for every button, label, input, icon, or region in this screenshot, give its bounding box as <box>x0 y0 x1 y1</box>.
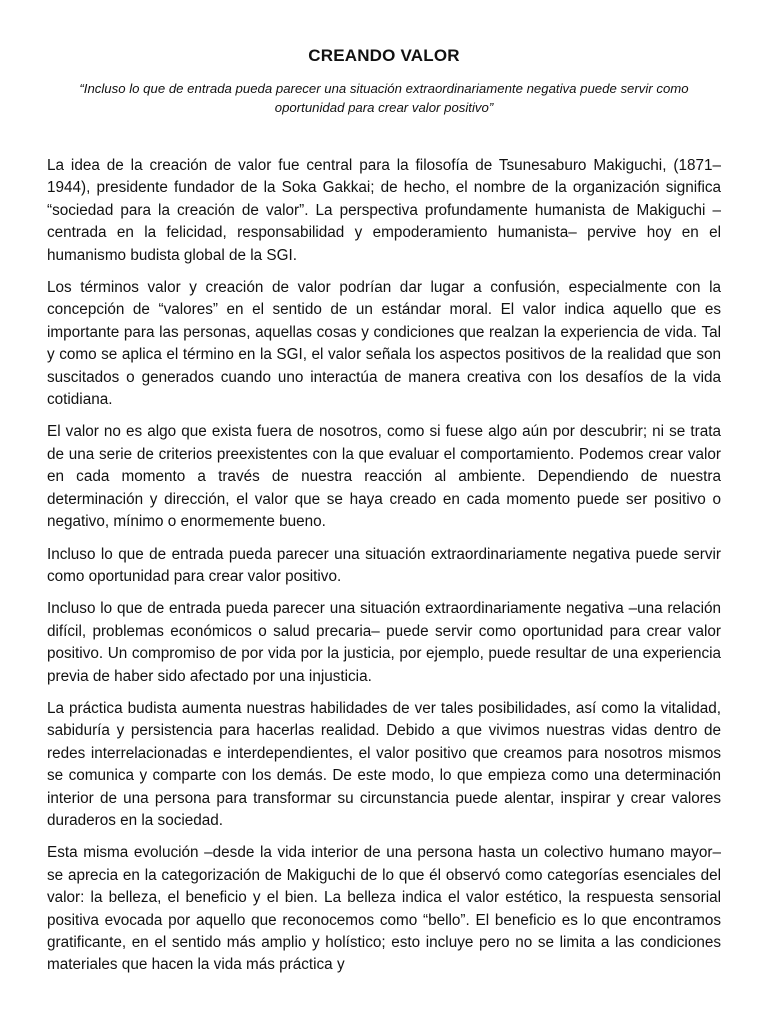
paragraph: Esta misma evolución –desde la vida interior de una persona hasta un colectivo humano mayor– se aprecia en la categorización de Makiguchi de lo que él observó como categorías esenciales del valor: la belleza, el beneficio y el bien. La belleza indica el valor estético, la respuesta sensorial positiva evocada por aquello que reconocemos como “bello”. El beneficio es lo que encontramos gratificante, en el sentido más amplio y holístico; esto incluye pero no se limita a las condiciones materiales que hacen la vida más práctica y <box>47 844 721 974</box>
paragraph: Incluso lo que de entrada pueda parecer una situación extraordinariamente negativa –una relación difícil, problemas económicos o salud precaria– puede servir como oportunidad para crear valor positivo. Un compromiso de por vida por la justicia, por ejemplo, puede resultar de una experiencia previa de haber sido afectado por una injusticia. <box>47 600 721 685</box>
page-title: CREANDO VALOR <box>308 46 460 65</box>
paragraph: La práctica budista aumenta nuestras habilidades de ver tales posibilidades, así como la vitalidad, sabiduría y persistencia para hacerlas realidad. Debido a que vivimos nuestras vidas dentro de redes interrelacionadas e interdependientes, el valor positivo que creamos para nosotros mismos se comunica y comparte con los demás. De este modo, lo que empieza como una determinación interior de una persona para transformar su circunstancia puede alentar, inspirar y crear valores duraderos en la sociedad. <box>47 699 721 829</box>
epigraph-quote: “Incluso lo que de entrada pueda parecer una situación extraordinariamente negativa puede servir como oportunidad para crear valor positivo” <box>79 81 689 115</box>
paragraph: El valor no es algo que exista fuera de nosotros, como si fuese algo aún por descubrir; ni se trata de una serie de criterios preexistentes con la que evaluar el comportamiento. Podemos crear valor en cada momento a través de nuestra reacción al ambiente. Dependiendo de nuestra determinación y dirección, el valor que se haya creado en cada momento puede ser positivo o negativo, mínimo o enormemente bueno. <box>47 423 721 531</box>
paragraph: Incluso lo que de entrada pueda parecer una situación extraordinariamente negativa puede servir como oportunidad para crear valor positivo. <box>47 545 721 585</box>
document-body <box>47 155 721 987</box>
paragraph: Los términos valor y creación de valor podrían dar lugar a confusión, especialmente con la concepción de “valores” en el sentido de un estándar moral. El valor indica aquello que es importante para las personas, aquellas cosas y condiciones que realzan la experiencia de vida. Tal y como se aplica el término en la SGI, el valor señala los aspectos positivos de la realidad que son suscitados o generados cuando uno interactúa de manera creativa con los desafíos de la vida cotidiana. <box>47 279 721 409</box>
paragraph: La idea de la creación de valor fue central para la filosofía de Tsunesaburo Makiguchi, (1871–1944), presidente fundador de la Soka Gakkai; de hecho, el nombre de la organización significa “sociedad para la creación de valor”. La perspectiva profundamente humanista de Makiguchi –centrada en la felicidad, responsabilidad y empoderamiento humanista– pervive hoy en el humanismo budista global de la SGI. <box>47 157 721 264</box>
